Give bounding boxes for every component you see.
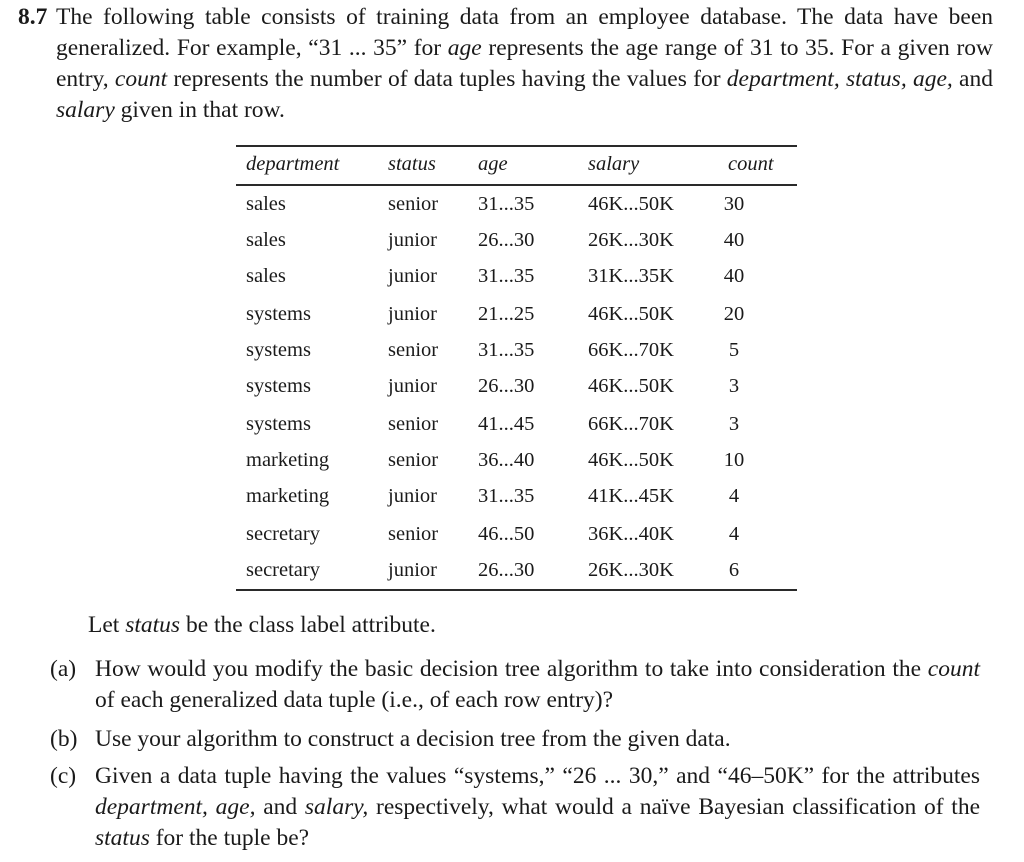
cell-salary: 31K...35K xyxy=(588,265,674,287)
cell-age: 31...35 xyxy=(478,265,535,287)
cell-status: junior xyxy=(388,265,437,287)
cell-count: 4 xyxy=(728,485,740,507)
table-row xyxy=(236,413,797,449)
question-c xyxy=(50,761,980,854)
class-label-sentence: Let status be the class label attribute. xyxy=(88,612,436,638)
table-row xyxy=(236,449,797,485)
cell-salary: 66K...70K xyxy=(588,339,674,361)
question-a-text: How would you modify the basic decision tree algorithm to take into consideration the count of each generalized data tuple (i.e., of each row entry)? xyxy=(95,656,980,713)
cell-status: junior xyxy=(388,303,437,325)
cell-count: 5 xyxy=(728,339,740,361)
cell-age: 41...45 xyxy=(478,413,535,435)
cell-status: senior xyxy=(388,339,439,361)
cell-department: marketing xyxy=(246,485,330,507)
header-age: age xyxy=(478,153,508,175)
question-a-mark: (a) xyxy=(50,656,77,682)
cell-count: 20 xyxy=(723,303,745,325)
question-a xyxy=(50,654,980,716)
cell-status: senior xyxy=(388,193,439,215)
question-c-text: Given a data tuple having the values “systems,” “26 ... 30,” and “46–50K” for the attributes department, age, and salary, respectively, what would a naïve Bayesian classification of the status for the tuple be? xyxy=(95,763,981,851)
question-b-mark: (b) xyxy=(50,726,78,752)
header-salary: salary xyxy=(588,153,640,175)
cell-department: sales xyxy=(246,265,286,287)
cell-count: 40 xyxy=(723,229,745,251)
table-row xyxy=(236,339,797,375)
cell-count: 30 xyxy=(723,193,745,215)
cell-salary: 41K...45K xyxy=(588,485,674,507)
table-row xyxy=(236,303,797,339)
table-row xyxy=(236,375,797,411)
cell-department: marketing xyxy=(246,449,330,471)
cell-department: systems xyxy=(246,413,311,435)
cell-age: 31...35 xyxy=(478,339,535,361)
question-c-mark: (c) xyxy=(50,763,77,789)
header-status: status xyxy=(388,153,436,175)
cell-count: 4 xyxy=(728,523,740,545)
table-top-rule xyxy=(236,145,797,147)
cell-age: 26...30 xyxy=(478,559,535,581)
cell-department: secretary xyxy=(246,523,320,545)
cell-count: 3 xyxy=(728,413,740,435)
cell-age: 26...30 xyxy=(478,229,535,251)
cell-department: systems xyxy=(246,303,311,325)
table-bottom-rule xyxy=(236,589,797,591)
table-row xyxy=(236,265,797,301)
cell-age: 21...25 xyxy=(478,303,535,325)
header-count: count xyxy=(728,153,774,175)
cell-status: senior xyxy=(388,523,439,545)
cell-department: sales xyxy=(246,229,286,251)
cell-department: sales xyxy=(246,193,286,215)
cell-age: 26...30 xyxy=(478,375,535,397)
cell-status: junior xyxy=(388,375,437,397)
cell-department: systems xyxy=(246,339,311,361)
problem-number: 8.7 xyxy=(18,4,48,30)
cell-salary: 46K...50K xyxy=(588,449,674,471)
table-row xyxy=(236,485,797,521)
cell-count: 3 xyxy=(728,375,740,397)
cell-salary: 46K...50K xyxy=(588,193,674,215)
cell-salary: 26K...30K xyxy=(588,559,674,581)
problem-text: The following table consists of training data from an employee database. The data have been generalized. For example, “31 ... 35” for age represents the age range of 31 to 35. For a given row entry, count represents the number of data tuples having the values for department, status, age, and salary given in that row. xyxy=(56,4,993,123)
cell-salary: 46K...50K xyxy=(588,303,674,325)
question-b-text: Use your algorithm to construct a decision tree from the given data. xyxy=(95,726,731,752)
cell-status: junior xyxy=(388,485,437,507)
table-row xyxy=(236,229,797,265)
cell-status: senior xyxy=(388,449,439,471)
table-header-rule xyxy=(236,184,797,186)
cell-age: 31...35 xyxy=(478,485,535,507)
cell-age: 36...40 xyxy=(478,449,535,471)
cell-age: 46...50 xyxy=(478,523,535,545)
cell-salary: 36K...40K xyxy=(588,523,674,545)
table-row xyxy=(236,193,797,229)
table-row xyxy=(236,523,797,559)
cell-count: 6 xyxy=(728,559,740,581)
cell-status: junior xyxy=(388,559,437,581)
cell-count: 40 xyxy=(723,265,745,287)
cell-salary: 46K...50K xyxy=(588,375,674,397)
cell-department: systems xyxy=(246,375,311,397)
cell-salary: 66K...70K xyxy=(588,413,674,435)
cell-count: 10 xyxy=(723,449,745,471)
problem-statement xyxy=(18,2,993,126)
cell-status: junior xyxy=(388,229,437,251)
cell-salary: 26K...30K xyxy=(588,229,674,251)
cell-department: secretary xyxy=(246,559,320,581)
cell-age: 31...35 xyxy=(478,193,535,215)
header-department: department xyxy=(246,153,340,175)
cell-status: senior xyxy=(388,413,439,435)
question-b xyxy=(50,724,980,755)
